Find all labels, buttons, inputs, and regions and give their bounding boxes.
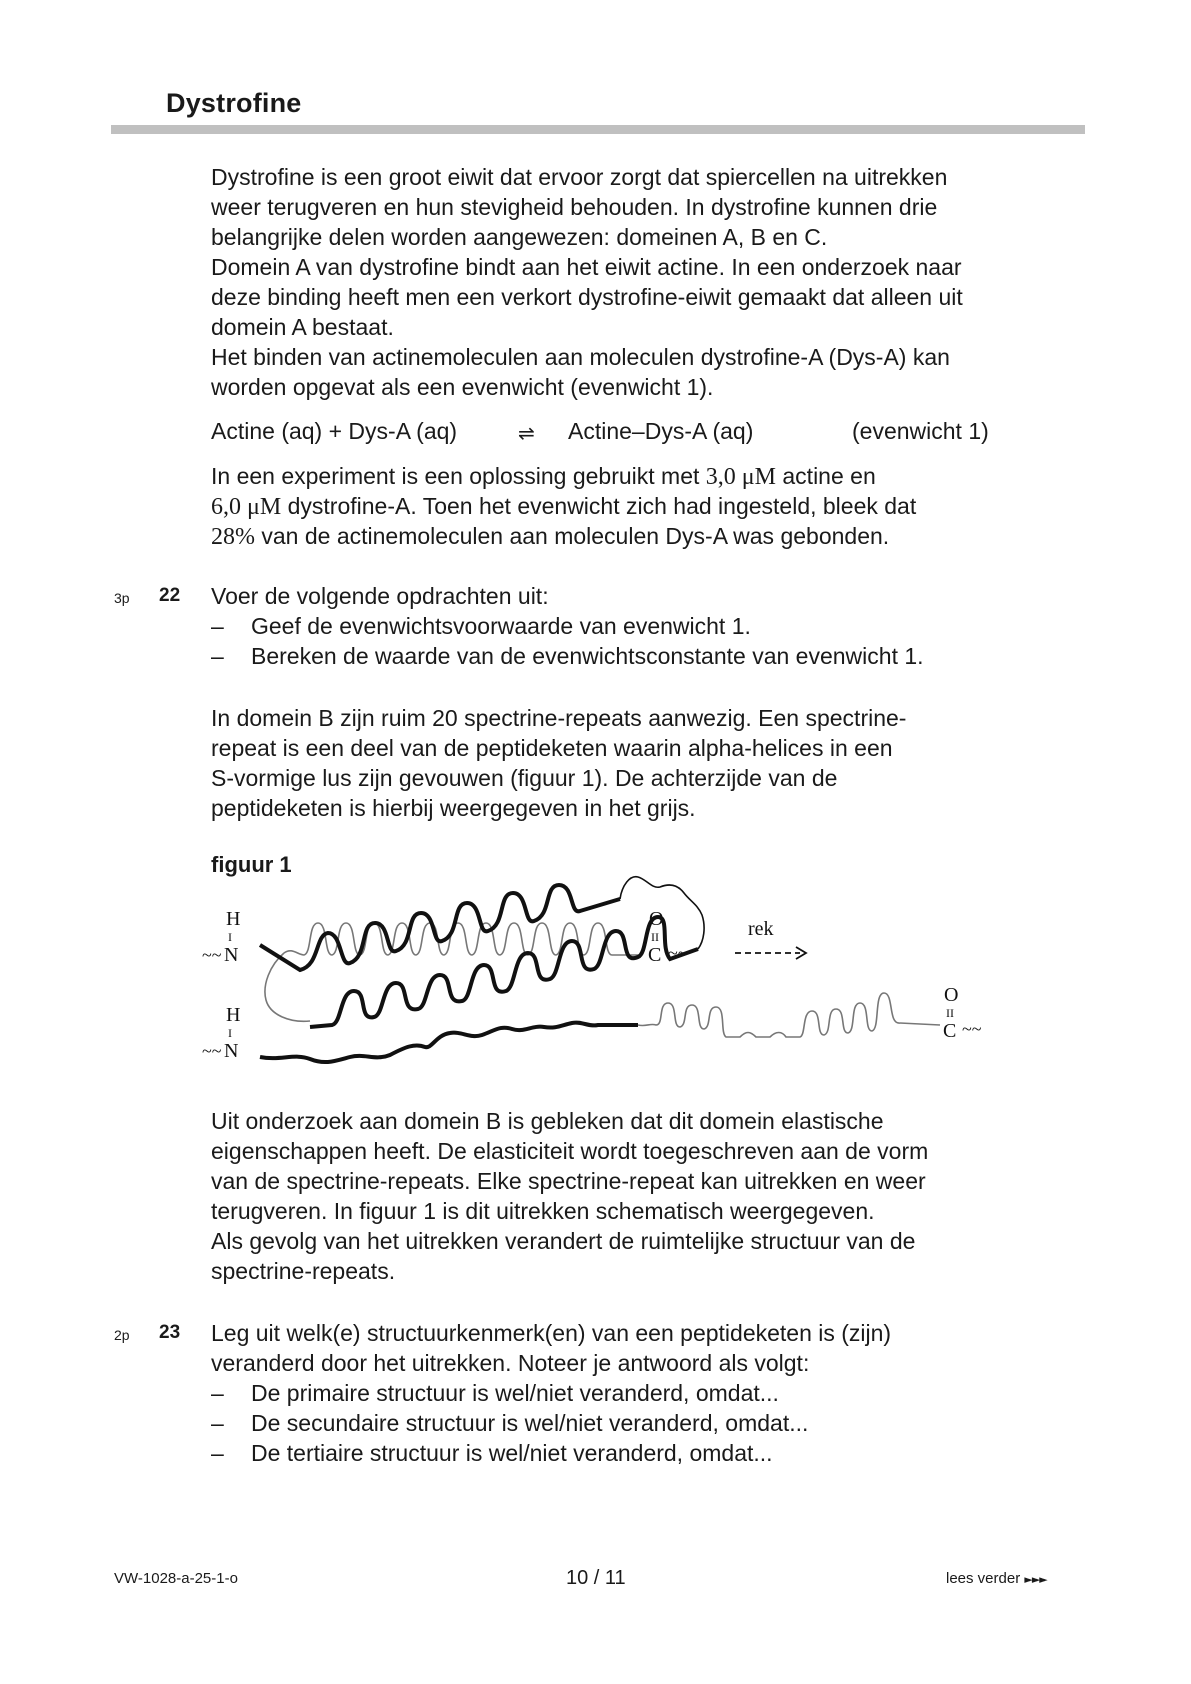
intro-line: deze binding heeft men een verkort dystrofine-eiwit gemaakt dat alleen uit [211,284,963,310]
bullet-text: Bereken de waarde van de evenwichtsconstante van evenwicht 1. [251,643,924,669]
equation-label: (evenwicht 1) [852,418,989,444]
paragraph-line: repeat is een deel van de peptideketen waarin alpha-helices in een [211,735,893,761]
figure-label: figuur 1 [211,852,292,877]
paragraph-line: S-vormige lus zijn gevouwen (figuur 1). De achterzijde van de [211,765,838,791]
nitrogen-label: N [224,944,239,966]
intro-line: Dystrofine is een groot eiwit dat ervoor zorgt dat spiercellen na uitrekken [211,164,948,190]
text: van de actinemoleculen aan moleculen Dys-A was gebonden. [255,523,890,549]
paragraph-line: peptideketen is hierbij weergegeven in het grijs. [211,795,696,821]
carbon-label: C [648,944,662,966]
single-bond: I [228,930,232,944]
question-number: 22 [159,585,181,606]
intro-line: worden opgevat als een evenwicht (evenwicht 1). [211,374,714,400]
question-bullet [211,641,924,671]
spectrin-repeat-illustration [200,875,1000,1075]
experiment-line [211,461,876,492]
page-number: 10 / 11 [566,1567,626,1589]
nitrogen-label: N [224,1040,239,1062]
hydrogen-label: H [226,908,241,930]
stretched-gray-chain [638,993,900,1037]
text: dystrofine-A. Toen het evenwicht zich had ingesteld, bleek dat [281,493,917,519]
concentration-value: 3,0 μM [705,464,776,490]
question-bullet [211,1408,808,1438]
bullet-text: De tertiaire structuur is wel/niet veranderd, omdat... [251,1440,773,1466]
question-text: Voer de volgende opdrachten uit: [211,583,549,609]
figure-1-spectrin-repeat-diagram [200,875,1000,1075]
oxygen-label: O [944,984,959,1006]
paragraph-line: spectrine-repeats. [211,1258,396,1284]
question-number: 23 [159,1322,181,1343]
paragraph-line: eigenschappen heeft. De elasticiteit wordt toegeschreven aan de vorm [211,1138,929,1164]
read-on-label: lees verder [946,1570,1021,1587]
chain-continuation-icon: ~~ [962,1019,982,1039]
question-points: 2p [114,1327,130,1343]
question-bullet [211,611,751,641]
section-title: Dystrofine [166,88,302,118]
black-front-helix-lower [310,917,698,1027]
question-points: 3p [114,590,130,606]
stretch-label: rek [748,918,774,940]
paragraph-line: In domein B zijn ruim 20 spectrine-repeats aanwezig. Een spectrine- [211,705,907,731]
equilibrium-arrow-icon: ⇌ [518,421,535,445]
concentration-value: 6,0 μM [211,494,282,520]
experiment-line [211,521,889,552]
paragraph-line: Uit onderzoek aan domein B is gebleken dat dit domein elastische [211,1108,884,1134]
text: In een experiment is een oplossing gebruikt met [211,463,706,489]
dash-bullet-icon: – [211,1380,224,1406]
paragraph-line: van de spectrine-repeats. Elke spectrine-repeat kan uitrekken en weer [211,1168,926,1194]
chain-continuation-icon: ~~ [668,943,688,963]
exam-code: VW-1028-a-25-1-o [114,1570,238,1587]
equation-left: Actine (aq) + Dys-A (aq) [211,418,458,444]
intro-line: belangrijke delen worden aangewezen: domeinen A, B en C. [211,224,828,250]
black-front-helix-upper [260,885,620,970]
text: actine en [776,463,876,489]
hydrogen-label: H [226,1004,241,1026]
intro-line: weer terugveren en hun stevigheid behouden. In dystrofine kunnen drie [211,194,938,220]
experiment-line [211,491,916,522]
question-bullet [211,1378,779,1408]
question-bullet [211,1438,773,1468]
stretched-black-chain [260,1023,638,1062]
title-underline-bar [111,125,1085,134]
paragraph-line: terugveren. In figuur 1 is dit uitrekken schematisch weergegeven. [211,1198,875,1224]
chain-continuation-icon: ~~ [202,945,222,965]
paragraph-line: Als gevolg van het uitrekken verandert de ruimtelijke structuur van de [211,1228,916,1254]
carbon-label: C [943,1020,957,1042]
chain-continuation-icon: ~~ [202,1041,222,1061]
oxygen-label: O [649,908,664,930]
percentage-value: 28% [211,524,255,550]
double-bond: II [651,930,659,944]
dash-bullet-icon: – [211,1440,224,1466]
double-bond: II [946,1006,954,1020]
bullet-text: De primaire structuur is wel/niet veranderd, omdat... [251,1380,779,1406]
intro-line: domein A bestaat. [211,314,394,340]
read-on-indicator [946,1570,1047,1587]
intro-line: Domein A van dystrofine bindt aan het eiwit actine. In een onderzoek naar [211,254,962,280]
dash-bullet-icon: – [211,613,224,639]
dash-bullet-icon: – [211,1410,224,1436]
single-bond: I [228,1026,232,1040]
bullet-text: De secundaire structuur is wel/niet veranderd, omdat... [251,1410,809,1436]
bullet-text: Geef de evenwichtsvoorwaarde van evenwicht 1. [251,613,751,639]
intro-line: Het binden van actinemoleculen aan moleculen dystrofine-A (Dys-A) kan [211,344,950,370]
question-text: veranderd door het uitrekken. Noteer je antwoord als volgt: [211,1350,810,1376]
stretch-arrow-icon [735,947,806,959]
question-text: Leg uit welk(e) structuurkenmerk(en) van een peptideketen is (zijn) [211,1320,892,1346]
triple-arrow-icon: ►►► [1024,1573,1047,1586]
dash-bullet-icon: – [211,643,224,669]
equation-right: Actine–Dys-A (aq) [568,418,754,444]
